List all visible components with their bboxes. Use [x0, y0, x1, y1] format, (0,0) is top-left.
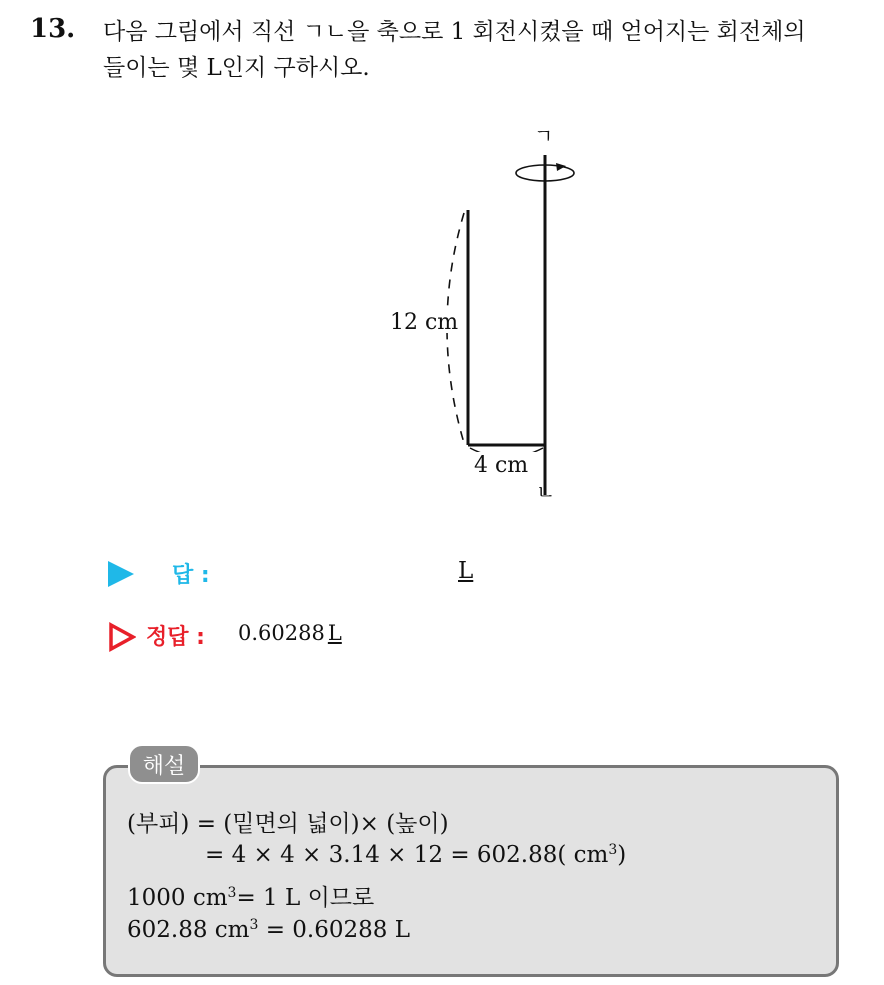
explanation-line-4-b: = 0.60288 L [258, 917, 410, 943]
explanation-line-2-sup: 3 [608, 842, 618, 858]
explanation-line-4-sup: 3 [249, 917, 259, 933]
explanation-line-3-sup: 3 [227, 885, 237, 901]
rotation-diagram [360, 115, 600, 515]
explanation-line-4-a: 602.88 cm [127, 917, 250, 943]
explanation-line-4 [127, 917, 410, 943]
top-label: ㄱ [534, 124, 554, 148]
answer-unit: L [458, 558, 474, 584]
question-number: 13. [30, 14, 76, 44]
explanation-box [103, 765, 839, 977]
correct-answer-row [108, 618, 508, 654]
answer-arrow-icon [108, 561, 134, 587]
bottom-label: ㄴ [536, 480, 556, 504]
correct-label: 정답 : [146, 625, 205, 650]
explanation-line-3-a: 1000 cm [127, 885, 228, 911]
correct-unit: L [327, 621, 342, 645]
question-text: 다음 그림에서 직선 ㄱㄴ을 축으로 1 회전시켰을 때 얻어지는 회전체의 들이는 몇 L인지 구하시오. [103, 19, 806, 81]
explanation-line-3 [127, 879, 374, 912]
correct-value-container [238, 621, 342, 645]
explanation-line-2 [205, 842, 626, 868]
width-label: 4 cm [474, 453, 529, 478]
correct-arrow-icon [108, 622, 136, 652]
correct-value: 0.60288 [238, 621, 325, 645]
explanation-tab: 해설 [128, 744, 200, 784]
explanation-line-2-end: ) [617, 842, 627, 868]
height-label: 12 cm [390, 310, 459, 335]
explanation-line-1: (부피) = (밑면의 넓이)× (높이) [127, 811, 449, 837]
explanation-line-3-b: = 1 L 이므로 [236, 885, 375, 911]
answer-row [108, 556, 508, 592]
answer-label: 답 : [172, 563, 210, 588]
rotation-figure [360, 115, 600, 515]
explanation-line-2-main: = 4 × 4 × 3.14 × 12 = 602.88( cm [205, 842, 609, 868]
